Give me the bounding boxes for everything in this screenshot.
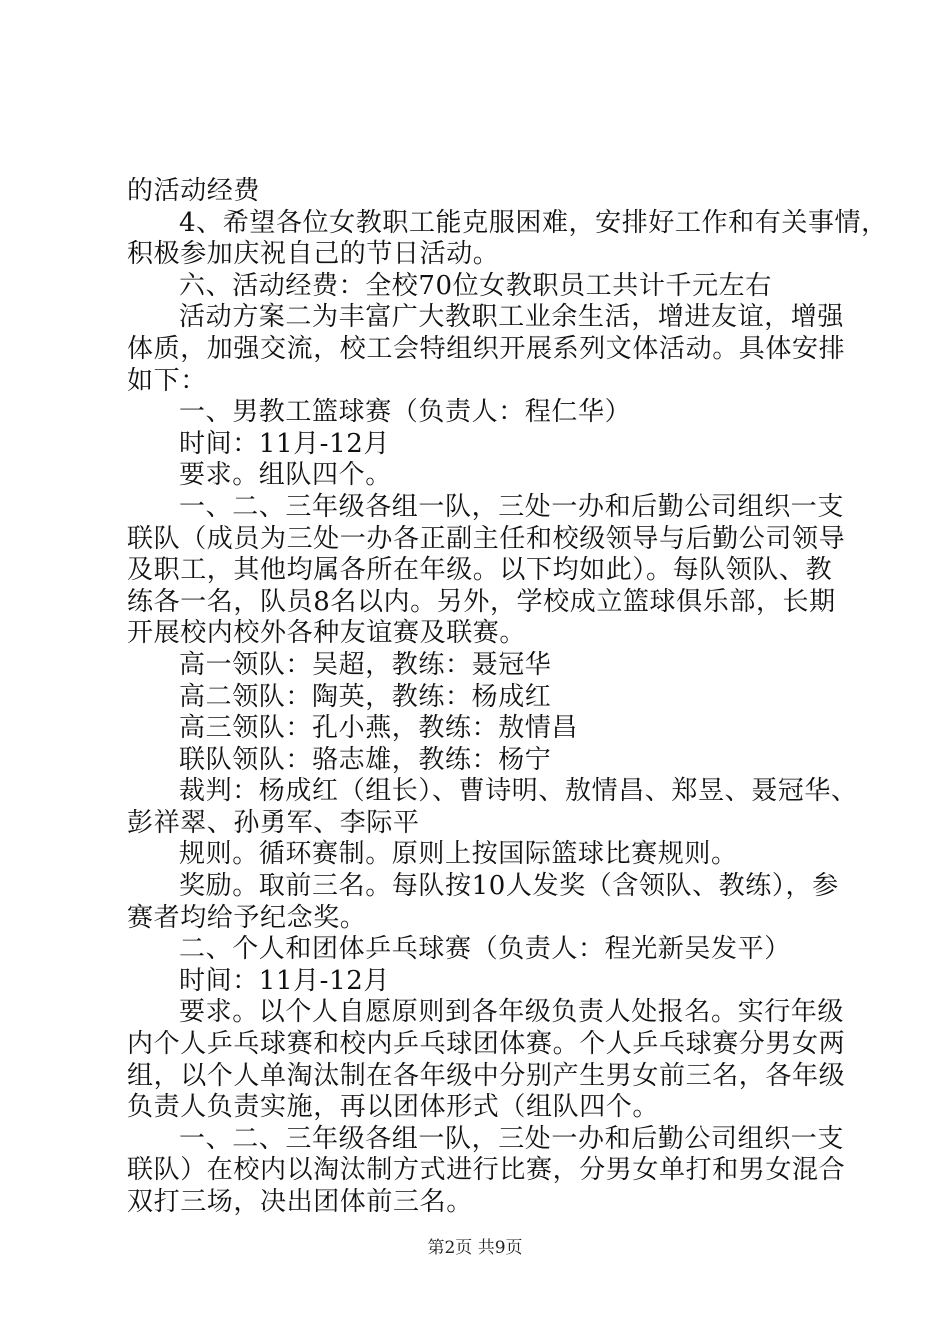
text-line: 赛者均给予纪念奖。: [127, 902, 367, 933]
text-line: 积极参加庆祝自己的节日活动。: [127, 239, 500, 270]
text-line: 开展校内校外各种友谊赛及联赛。: [127, 618, 527, 649]
text-line: 练各一名，队员8名以内。另外，学校成立篮球俱乐部，长期: [127, 586, 836, 617]
text-line: 联队领队：骆志雄，教练：杨宁: [179, 744, 552, 775]
text-line: 一、二、三年级各组一队，三处一办和后勤公司组织一支: [179, 1123, 845, 1154]
text-line: 如下：: [127, 365, 207, 396]
text-line: 活动方案二为丰富广大教职工业余生活，增进友谊，增强: [179, 302, 845, 333]
text-line: 高二领队：陶英，教练：杨成红: [179, 681, 552, 712]
text-line: 体质，加强交流，校工会特组织开展系列文体活动。具体安排: [127, 333, 846, 364]
text-line: 负责人负责实施，再以团体形式（组队四个。: [127, 1092, 660, 1123]
text-line: 二、个人和团体乒乓球赛（负责人：程光新吴发平）: [179, 934, 791, 965]
text-line: 六、活动经费：全校70位女教职员工共计千元左右: [179, 270, 772, 301]
text-line: 要求。以个人自愿原则到各年级负责人处报名。实行年级: [179, 997, 845, 1028]
text-line: 时间：11月-12月: [179, 965, 390, 996]
text-line: 高三领队：孔小燕，教练：敖情昌: [179, 713, 579, 744]
text-line: 联队）在校内以淘汰制方式进行比赛，分男女单打和男女混合: [127, 1155, 846, 1186]
text-line: 的活动经费: [127, 176, 261, 206]
page-footer: 第2页 共9页: [427, 1238, 523, 1258]
text-line: 彭祥翠、孙勇军、李际平: [127, 807, 420, 838]
text-line: 高一领队：吴超，教练：聂冠华: [179, 649, 552, 680]
text-line: 一、男教工篮球赛（负责人：程仁华）: [179, 397, 632, 428]
text-line: 及职工，其他均属各所在年级。以下均如此）。每队领队、教: [127, 555, 833, 586]
text-line: 一、二、三年级各组一队，三处一办和后勤公司组织一支: [179, 491, 845, 522]
text-line: 要求。组队四个。: [179, 460, 392, 491]
text-line: 规则。循环赛制。原则上按国际篮球比赛规则。: [179, 839, 738, 870]
text-line: 奖励。取前三名。每队按10人发奖（含领队、教练），参: [179, 871, 839, 902]
text-line: 时间：11月-12月: [179, 428, 390, 459]
text-line: 4、希望各位女教职工能克服困难，安排好工作和有关事情，: [179, 207, 888, 238]
text-line: 联队（成员为三处一办各正副主任和校级领导与后勤公司领导: [127, 523, 846, 554]
text-line: 双打三场，决出团体前三名。: [127, 1187, 473, 1217]
text-line: 内个人乒乓球赛和校内乒乓球团体赛。个人乒乓球赛分男女两: [127, 1029, 846, 1060]
document-body: [127, 176, 888, 1219]
text-line: 组，以个人单淘汰制在各年级中分别产生男女前三名，各年级: [127, 1060, 846, 1091]
text-line: 裁判：杨成红（组长）、曹诗明、敖情昌、郑昱、聂冠华、: [179, 776, 858, 807]
